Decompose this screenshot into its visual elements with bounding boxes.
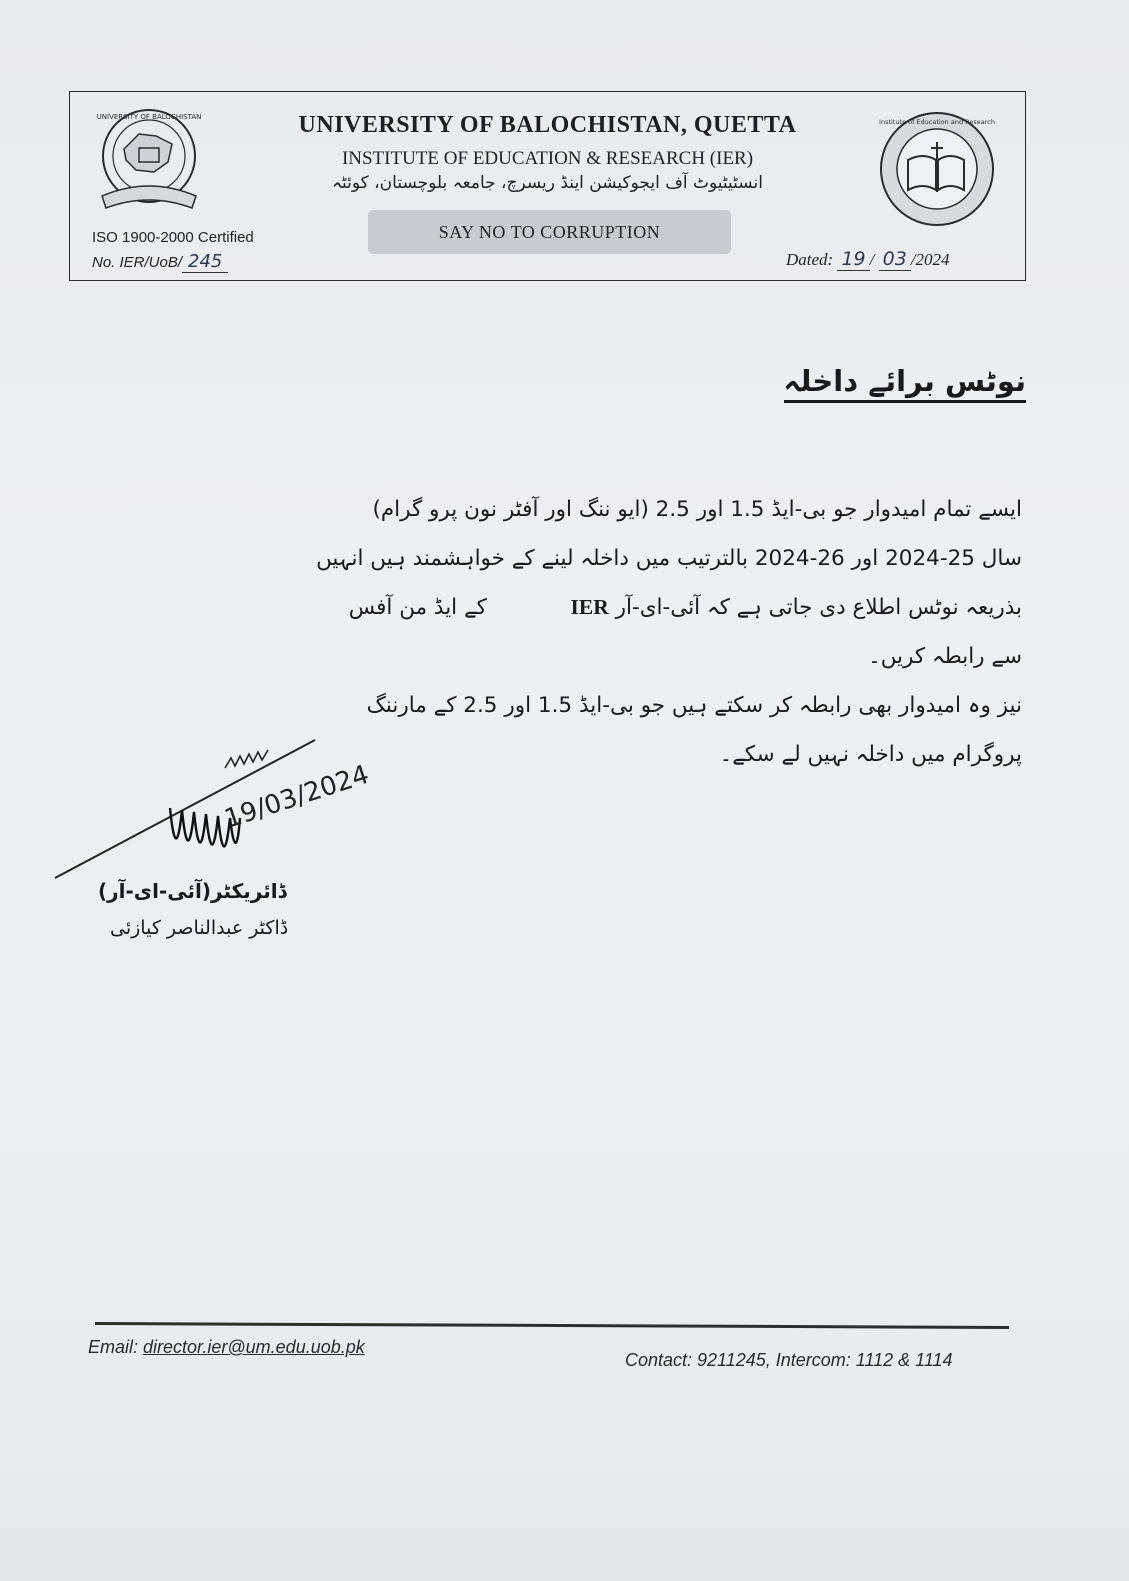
notice-line: ایسے تمام امیدوار جو بی-ایڈ 1.5 اور 2.5 (ایو ننگ اور آفٹر نون پرو گرام) [372, 497, 1022, 522]
signature-date: 19/03/2024 [220, 759, 373, 835]
institute-title: INSTITUTE OF EDUCATION & RESEARCH (IER) [341, 148, 754, 169]
footer-email [88, 1337, 365, 1358]
right-seal-text: Institute of Education and Research [879, 118, 995, 126]
letterhead [69, 91, 1026, 281]
signatory-title: ڈائریکٹر(آئی-ای-آر) [98, 879, 287, 903]
notice-line-part: بذریعہ نوٹس اطلاع دی جاتی ہے کہ آئی-ای-آر [615, 595, 1022, 620]
institute-title-urdu: انسٹیٹیوٹ آف ایجوکیشن اینڈ ریسرچ، جامعہ بلوچستان، کوئٹہ [332, 173, 763, 193]
date-year: /2024 [910, 250, 950, 269]
notice-line: سال 25-2024 اور 26-2024 بالترتیب میں داخلہ لینے کے خواہشمند ہیں انہیں [316, 546, 1022, 571]
footer-contact: Contact: 9211245, Intercom: 1112 & 1114 [625, 1350, 953, 1370]
date-line: Dated: 19 / 03 /2024 [786, 248, 950, 270]
notice-line: پروگرام میں داخلہ نہیں لے سکے۔ [719, 742, 1022, 767]
notice-line: سے رابطہ کریں۔ [868, 644, 1022, 669]
institute-seal-logo [878, 110, 996, 228]
signatory-name: ڈاکٹر عبدالناصر کیازئی [110, 917, 289, 939]
left-seal-text: UNIVERSITY OF BALOCHISTAN [96, 113, 202, 121]
date-label: Dated: [786, 250, 834, 269]
director-signature [50, 730, 390, 890]
ier-abbreviation: IER [570, 595, 609, 619]
slogan-banner: SAY NO TO CORRUPTION [368, 210, 731, 254]
date-day: 19 [837, 248, 869, 271]
reference-label: No. IER/UoB/ [92, 254, 183, 271]
email-label: Email: [88, 1337, 139, 1357]
notice-line-part: کے ایڈ من آفس [348, 595, 487, 620]
date-month: 03 [879, 248, 911, 271]
email-link[interactable]: director.ier@um.edu.uob.pk [143, 1337, 365, 1357]
notice-line [110, 583, 1022, 632]
notice-title: نوٹس برائے داخلہ [784, 364, 1026, 403]
reference-value: 245 [182, 251, 228, 273]
university-title: UNIVERSITY OF BALOCHISTAN, QUETTA [298, 112, 797, 138]
reference-number [92, 251, 228, 272]
iso-certification: ISO 1900-2000 Certified [92, 229, 254, 246]
footer-divider [95, 1322, 1009, 1329]
notice-line: نیز وہ امیدوار بھی رابطہ کر سکتے ہیں جو بی-ایڈ 1.5 اور 2.5 کے مارننگ [366, 693, 1022, 718]
